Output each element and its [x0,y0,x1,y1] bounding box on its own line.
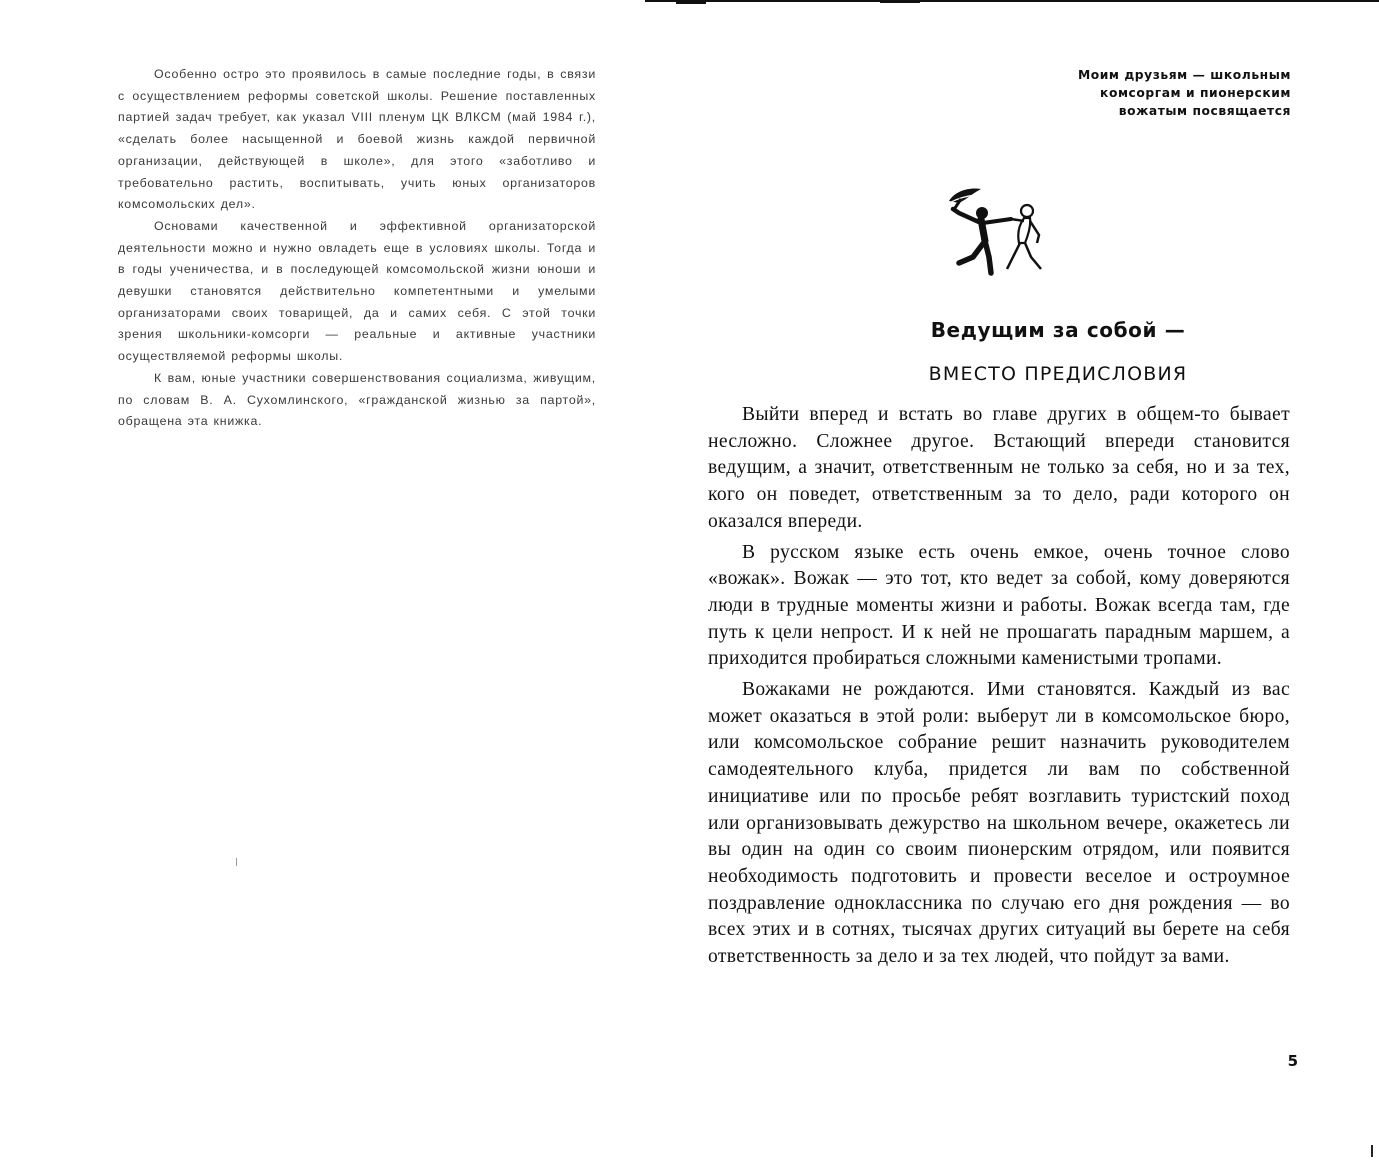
paragraph: К вам, юные участники совершенствования социализма, живущим, по словам В. А. Сухомлинского, «гражданской жизнью за партой», обращена эта книжка. [118,370,596,429]
top-edge-mark [676,0,706,4]
right-page-text [708,402,1290,971]
paragraph: Вожаками не рождаются. Ими становятся. Каждый из вас может оказаться в этой роли: выберут ли в комсомольское бюро, или комсомольское собрание решит назначить руководителем самодеятельного клуба, придется ли вам по собственной инициативе или по просьбе ребят возглавить туристский поход или организовывать дежурство на школьном вечере, окажетесь ли вы один на один со своим пионерским отрядом, или появится необходимость подготовить и провести веселое и остроумное поздравление однокласcника по случаю его дня рождения — во всех этих и в сотнях, тысячах других ситуаций вы берете на себя ответственность за дело и за тех людей, что пойдут за вами. [708,679,1290,968]
paragraph: Основами качественной и эффективной организаторской деятельности можно и нужно овладеть еще в условиях школы. Тогда и в годы ученичества, и в последующей комсомольской жизни юноши и девушки становятся действительно компетентными и умелыми организаторами своих товарищей, да и самих себя. С этой точки зрения школьники-комсорги — реальные и активные участники осуществляемой реформы школы. [118,218,596,364]
dedication-line: Моим друзьям — школьным [1077,68,1291,82]
chapter-title: Ведущим за собой — [930,318,1186,342]
dedication [971,66,1291,120]
paragraph: В русском языке есть очень емкое, очень точное слово «вожак». Вожак — это тот, кто ведет за собой, кому доверяются люди в трудные моменты жизни и работы. Вожак всегда там, где путь к цели непрост. И к ней не прошагать парадным маршем, а приходится пробираться сложными каменистыми тропами. [708,541,1290,670]
dedication-line: вожатым посвящается [1118,104,1291,118]
edge-mark [1371,1145,1373,1157]
paragraph: Особенно остро это проявилось в самые последние годы, в связи с осуществлением реформы советской школы. Решение поставленных партией задач требует, как указал VIII пленум ЦК ВЛКСМ (май 1984 г.), «сделать более насыщенной и боевой жизнь каждой первичной организации, действующей в школе», для этого «заботливо и требовательно растить, воспитывать, учить юных организаторов комсомольских дел». [118,67,596,212]
top-edge-rule [645,0,1379,2]
chapter-subtitle: ВМЕСТО ПРЕДИСЛОВИЯ [928,363,1188,385]
paragraph: Выйти вперед и встать во главе других в общем-то бывает несложно. Сложнее другое. Встающий впереди становится ведущим, а значит, ответственным не только за себя, но и за тех, кого он поведет, ответственным за то дело, ради которого он оказался впереди. [708,404,1290,532]
dedication-line: комсоргам и пионерским [1100,86,1291,100]
scan-speck [236,858,237,866]
page-number: 5 [1287,1052,1298,1070]
top-edge-mark [880,0,920,3]
left-page-text [118,64,596,433]
torch-bearer-figures-icon [945,185,1045,277]
